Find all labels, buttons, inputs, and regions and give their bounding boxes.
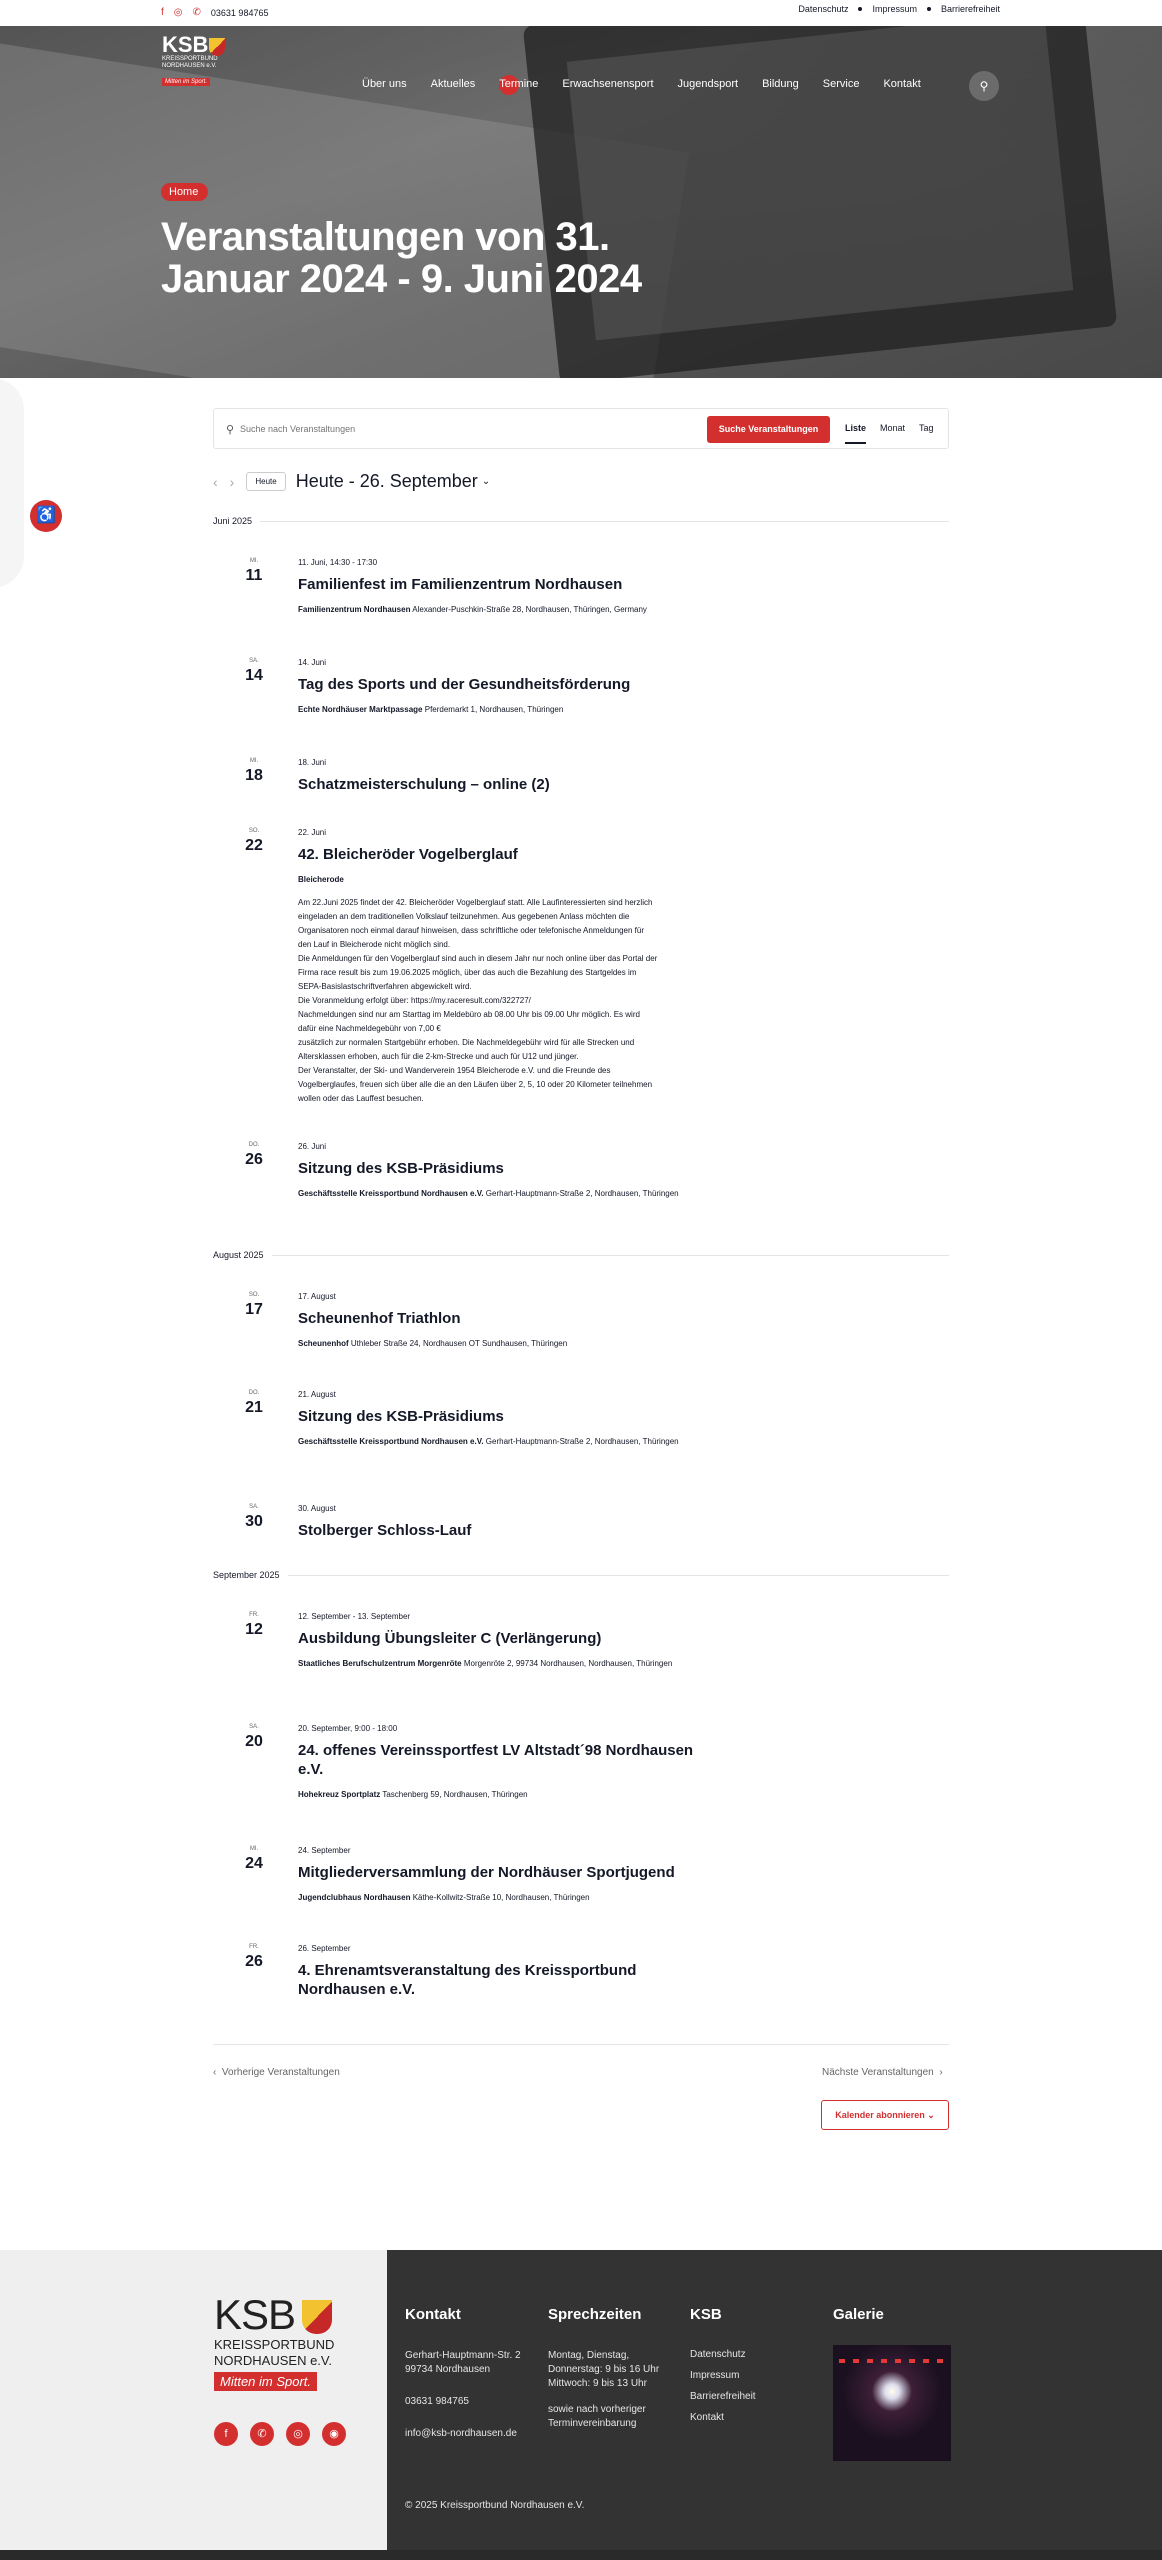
top-phone[interactable]: 03631 984765 (210, 7, 269, 18)
chevron-down-icon[interactable]: ⌄ (481, 476, 491, 487)
event-title[interactable]: Familienfest im Familienzentrum Nordhausen (298, 576, 623, 593)
divider (288, 1575, 949, 1576)
nav-service[interactable]: Service (822, 78, 860, 90)
event-title[interactable]: 24. offenes Vereinssportfest LV Altstadt´98 Nordhausen e.V. (298, 1742, 694, 1778)
event-title[interactable]: Ausbildung Übungsleiter C (Verlängerung) (298, 1630, 602, 1647)
footer-logo-ksb: KSB (214, 2291, 296, 2338)
facebook-icon[interactable]: f (161, 7, 164, 18)
search-icon: ⚲ (226, 424, 235, 436)
event-title[interactable]: Sitzung des KSB-Präsidiums (298, 1160, 504, 1177)
venue-name: Familienzentrum Nordhausen (298, 605, 411, 614)
prev-arrow-icon[interactable]: ‹ (213, 473, 218, 490)
view-switcher (845, 423, 934, 444)
pager-divider (213, 2044, 949, 2045)
logo-sub-2: NORDHAUSEN e.V. (162, 63, 217, 69)
desc-line: eingeladen an dem traditionellen Volkslauf teilzunehmen. Aus gegebenen Anlass möchten die (298, 912, 630, 921)
event-weekday: MI. (249, 758, 259, 764)
sprechzeiten-line: Montag, Dienstag, (548, 2350, 630, 2361)
event-venue (298, 604, 708, 616)
side-decoration (0, 378, 24, 588)
gallery-image[interactable] (833, 2345, 951, 2461)
footer-galerie-heading: Galerie (833, 2306, 884, 2323)
nav-aktuelles[interactable]: Aktuelles (430, 78, 476, 90)
footer-city: 99734 Nordhausen (405, 2364, 491, 2375)
subscribe-label: Kalender abonnieren (835, 2110, 925, 2120)
hero (0, 26, 1162, 378)
view-month[interactable]: Monat (880, 423, 906, 433)
footer-kontakt (405, 2306, 521, 2441)
logo-tagline: Mitten im Sport. (162, 78, 210, 86)
footer-logo-sub-1: KREISSPORTBUND (214, 2337, 335, 2352)
logo-sub-1: KREISSPORTBUND (162, 56, 218, 62)
event-title[interactable]: Schatzmeisterschulung – online (2) (298, 776, 550, 793)
event-weekday: DO. (248, 1142, 260, 1148)
footer-link-datenschutz[interactable]: Datenschutz (690, 2349, 746, 2360)
event-search-button[interactable]: Suche Veranstaltungen (707, 416, 830, 443)
event-day: 11 (245, 567, 263, 584)
venue-name: Staatliches Berufschulzentrum Morgenröte (298, 1659, 462, 1668)
month-label: August 2025 (213, 1250, 264, 1260)
desc-line: Die Anmeldungen für den Vogelberglauf sind auch in diesem Jahr nur noch online über das Portal der (298, 954, 658, 963)
today-button[interactable]: Heute (246, 472, 285, 491)
desc-line: Die Voranmeldung erfolgt über: https://my.raceresult.com/322727/ (298, 996, 531, 1005)
footer-logo-sub-2: NORDHAUSEN e.V. (214, 2353, 332, 2368)
facebook-icon[interactable]: f (214, 2422, 238, 2446)
desc-line: Organisatoren noch einmal darauf hinweisen, dass schriftliche oder telefonische Anmeldungen für (298, 926, 644, 935)
venue-name: Hohekreuz Sportplatz (298, 1790, 381, 1799)
sprechzeiten-line: Terminvereinbarung (548, 2418, 637, 2429)
next-arrow-icon[interactable]: › (229, 473, 235, 490)
desc-line: Firma race result bis zum 19.06.2025 möglich, über das auch die Bezahlung des Startgeldes im (298, 968, 637, 977)
venue-address: Pferdemarkt 1, Nordhausen, Thüringen (424, 705, 564, 714)
event-venue (298, 704, 708, 716)
venue-name: Jugendclubhaus Nordhausen (298, 1893, 411, 1902)
footer-bottom-strip (0, 2550, 1162, 2560)
event-day: 17 (245, 1301, 263, 1318)
desc-line: zusätzlich zur normalen Startgebühr erhoben. Die Nachmeldegebühr wird für alle Strecken und (298, 1038, 635, 1047)
top-link-impressum[interactable]: Impressum (872, 4, 917, 14)
venue-name: Bleicherode (298, 875, 344, 884)
venue-address: Käthe-Kollwitz-Straße 10, Nordhausen, Thüringen (412, 1893, 590, 1902)
footer-ksb-heading: KSB (690, 2306, 722, 2323)
event-day: 30 (245, 1513, 263, 1530)
event-datetime: 14. Juni (298, 658, 327, 667)
footer-link-kontakt[interactable]: Kontakt (690, 2412, 724, 2423)
subscribe-calendar-button[interactable] (821, 2100, 949, 2130)
footer (0, 2250, 1162, 2560)
footer-ksb-links (690, 2306, 756, 2433)
event-venue (298, 1789, 708, 1801)
month-label: September 2025 (213, 1570, 280, 1580)
date-range-picker[interactable]: Heute - 26. September (295, 471, 478, 491)
event-datetime: 11. Juni, 14:30 - 17:30 (298, 558, 378, 567)
accessibility-icon[interactable]: ♿ (30, 500, 62, 532)
event-title[interactable]: Stolberger Schloss-Lauf (298, 1522, 472, 1539)
venue-address: Morgenröte 2, 99734 Nordhausen, Nordhausen, Thüringen (463, 1659, 673, 1668)
event-day: 21 (245, 1399, 263, 1416)
desc-line: SEPA-Basislastschriftverfahren abgewickelt wird. (298, 982, 472, 991)
nav-ueber-uns[interactable]: Über uns (362, 78, 407, 90)
event-search-bar (213, 408, 949, 449)
previous-events-link[interactable] (213, 2067, 340, 2078)
nav-termine[interactable]: Termine (499, 78, 539, 90)
event-weekday: FR. (249, 1944, 259, 1950)
event-weekday: SA. (249, 658, 259, 664)
sprechzeiten-line: Donnerstag: 9 bis 16 Uhr (548, 2364, 660, 2375)
footer-logo-shield-icon (302, 2300, 332, 2334)
event-day: 18 (245, 767, 263, 784)
footer-kontakt-heading: Kontakt (405, 2306, 461, 2323)
desc-line: Nachmeldungen sind nur am Starttag im Meldebüro ab 08.00 Uhr bis 09.00 Uhr möglich. Es wird (298, 1010, 640, 1019)
footer-email[interactable]: info@ksb-nordhausen.de (405, 2428, 517, 2439)
footer-logo-tagline: Mitten im Sport. (214, 2372, 317, 2391)
main-nav (362, 78, 945, 90)
event-day: 26 (245, 1151, 263, 1168)
event-datetime: 20. September, 9:00 - 18:00 (298, 1724, 398, 1733)
whatsapp-icon[interactable]: ✆ (250, 2422, 274, 2446)
event-datetime: 26. September (298, 1944, 351, 1953)
event-day: 22 (245, 837, 263, 854)
event-venue (298, 1892, 708, 1904)
venue-name: Scheunenhof (298, 1339, 349, 1348)
event-weekday: SA. (249, 1724, 259, 1730)
event-day: 12 (245, 1621, 263, 1638)
event-weekday: MI. (249, 1846, 259, 1852)
desc-line: Vogelberglaufes, freuen sich über alle die an den Läufen über 2, 5, 10 oder 20 Kilometer teilnehmen (298, 1080, 653, 1089)
logo-shield-icon (209, 38, 225, 56)
event-title[interactable]: 4. Ehrenamtsveranstaltung des Kreissportbund Nordhausen e.V. (298, 1962, 637, 1998)
event-datetime: 17. August (298, 1292, 336, 1301)
divider (272, 1255, 949, 1256)
venue-address: Taschenberg 59, Nordhausen, Thüringen (382, 1790, 528, 1799)
event-datetime: 24. September (298, 1846, 351, 1855)
footer-phone[interactable]: 03631 984765 (405, 2396, 469, 2407)
desc-line: dafür eine Nachmeldegebühr von 7,00 € (298, 1024, 441, 1033)
previous-events-label: Vorherige Veranstaltungen (221, 2067, 340, 2078)
chevron-right-icon: › (939, 2067, 943, 2078)
event-weekday: SA. (249, 1504, 259, 1510)
next-events-label: Nächste Veranstaltungen (822, 2067, 934, 2078)
event-title[interactable]: Sitzung des KSB-Präsidiums (298, 1408, 504, 1425)
logo-ksb: KSB (162, 32, 209, 57)
copyright: © 2025 Kreissportbund Nordhausen e.V. (405, 2500, 585, 2511)
month-label: Juni 2025 (213, 516, 253, 526)
top-bar (0, 0, 1162, 26)
event-datetime: 12. September - 13. September (298, 1612, 411, 1621)
venue-name: Echte Nordhäuser Marktpassage (298, 705, 423, 714)
top-link-datenschutz[interactable]: Datenschutz (798, 4, 849, 14)
venue-address: Gerhart-Hauptmann-Straße 2, Nordhausen, Thüringen (485, 1437, 679, 1446)
footer-galerie (833, 2306, 951, 2461)
phone-icon: ✆ (192, 7, 201, 18)
event-weekday: SO. (248, 1292, 260, 1298)
chevron-down-icon: ⌄ (927, 2110, 935, 2120)
view-day[interactable]: Tag (919, 423, 934, 433)
sprechzeiten-line: sowie nach vorheriger (548, 2404, 646, 2415)
search-icon[interactable]: ⚲ (969, 71, 999, 101)
event-weekday: SO. (248, 828, 260, 834)
nav-erwachsenensport[interactable]: Erwachsenensport (562, 78, 654, 90)
event-datetime: 30. August (298, 1504, 336, 1513)
footer-link-barrierefreiheit[interactable]: Barrierefreiheit (690, 2391, 756, 2402)
top-bar-left (161, 7, 268, 18)
venue-name: Geschäftsstelle Kreissportbund Nordhausen e.V. (298, 1437, 484, 1446)
nav-jugendsport[interactable]: Jugendsport (677, 78, 739, 90)
event-venue (298, 1436, 708, 1448)
event-title[interactable]: Tag des Sports und der Gesundheitsförderung (298, 676, 631, 693)
event-datetime: 18. Juni (298, 758, 327, 767)
event-title[interactable]: Mitgliederversammlung der Nordhäuser Sportjugend (298, 1864, 675, 1881)
sprechzeiten-line: Mittwoch: 9 bis 13 Uhr (548, 2378, 647, 2389)
separator-dot (858, 7, 862, 11)
desc-line: Der Veranstalter, der Ski- und Wanderverein 1954 Bleicherode e.V. und die Freunde des (298, 1066, 611, 1075)
event-venue (298, 874, 708, 886)
footer-social (214, 2422, 346, 2446)
event-datetime: 21. August (298, 1390, 336, 1399)
page-title: Veranstaltungen von 31. Januar 2024 - 9. Juni 2024 (161, 215, 642, 301)
top-link-barrierefreiheit[interactable]: Barrierefreiheit (940, 4, 1000, 14)
next-events-link[interactable] (822, 2067, 943, 2078)
footer-logo[interactable] (214, 2291, 340, 2391)
month-separator (213, 1250, 949, 1260)
event-venue (298, 1658, 708, 1670)
event-title[interactable]: Scheunenhof Triathlon (298, 1310, 461, 1327)
view-list[interactable]: Liste (845, 423, 866, 444)
nav-bildung[interactable]: Bildung (762, 78, 799, 90)
instagram-icon[interactable]: ◉ (322, 2422, 346, 2446)
footer-link-impressum[interactable]: Impressum (690, 2370, 740, 2381)
footer-sprechzeiten (548, 2306, 659, 2431)
desc-line: Am 22.Juni 2025 findet der 42. Bleicheröder Vogelberglauf statt. Alle Laufinteressierten sind herzlich (298, 898, 653, 907)
venue-address: Uthleber Straße 24, Nordhausen OT Sundhausen, Thüringen (350, 1339, 568, 1348)
desc-line: wollen oder das Lauffest besuchen. (298, 1094, 424, 1103)
desc-line: Altersklassen erhoben, auch für die 2-km-Strecke und auch für U12 und jünger. (298, 1052, 579, 1061)
event-weekday: MI. (249, 558, 259, 564)
divider (260, 521, 949, 522)
venue-name: Geschäftsstelle Kreissportbund Nordhausen e.V. (298, 1189, 484, 1198)
event-venue (298, 1188, 708, 1200)
date-navigation (213, 471, 490, 492)
event-weekday: DO. (248, 1390, 260, 1396)
event-day: 14 (245, 667, 263, 684)
event-title[interactable]: 42. Bleicheröder Vogelberglauf (298, 846, 518, 863)
separator-dot (927, 7, 931, 11)
month-separator (213, 1570, 949, 1580)
instagram-icon[interactable]: ◎ (173, 7, 183, 18)
event-day: 26 (245, 1953, 263, 1970)
footer-sprechzeiten-heading: Sprechzeiten (548, 2306, 642, 2323)
event-datetime: 22. Juni (298, 828, 327, 837)
event-search-input[interactable] (240, 418, 600, 440)
event-venue (298, 1338, 708, 1350)
site-logo[interactable] (162, 34, 226, 88)
top-bar-links (798, 4, 1000, 14)
event-datetime: 26. Juni (298, 1142, 327, 1151)
venue-address: Alexander-Puschkin-Straße 28, Nordhausen, Thüringen, Germany (412, 605, 647, 614)
event-day: 20 (245, 1733, 263, 1750)
event-weekday: FR. (249, 1612, 259, 1618)
gallery-lights (839, 2359, 945, 2363)
month-separator (213, 516, 949, 526)
nav-kontakt[interactable]: Kontakt (883, 78, 921, 90)
desc-line: den Lauf in Bleicherode nicht möglich sind. (298, 940, 451, 949)
chevron-left-icon: ‹ (213, 2067, 217, 2078)
instagram-icon[interactable]: ◎ (286, 2422, 310, 2446)
breadcrumb-home[interactable]: Home (161, 183, 208, 201)
footer-street: Gerhart-Hauptmann-Str. 2 (405, 2350, 521, 2361)
venue-address: Gerhart-Hauptmann-Straße 2, Nordhausen, Thüringen (485, 1189, 679, 1198)
event-day: 24 (245, 1855, 263, 1872)
event-description (298, 896, 708, 1106)
